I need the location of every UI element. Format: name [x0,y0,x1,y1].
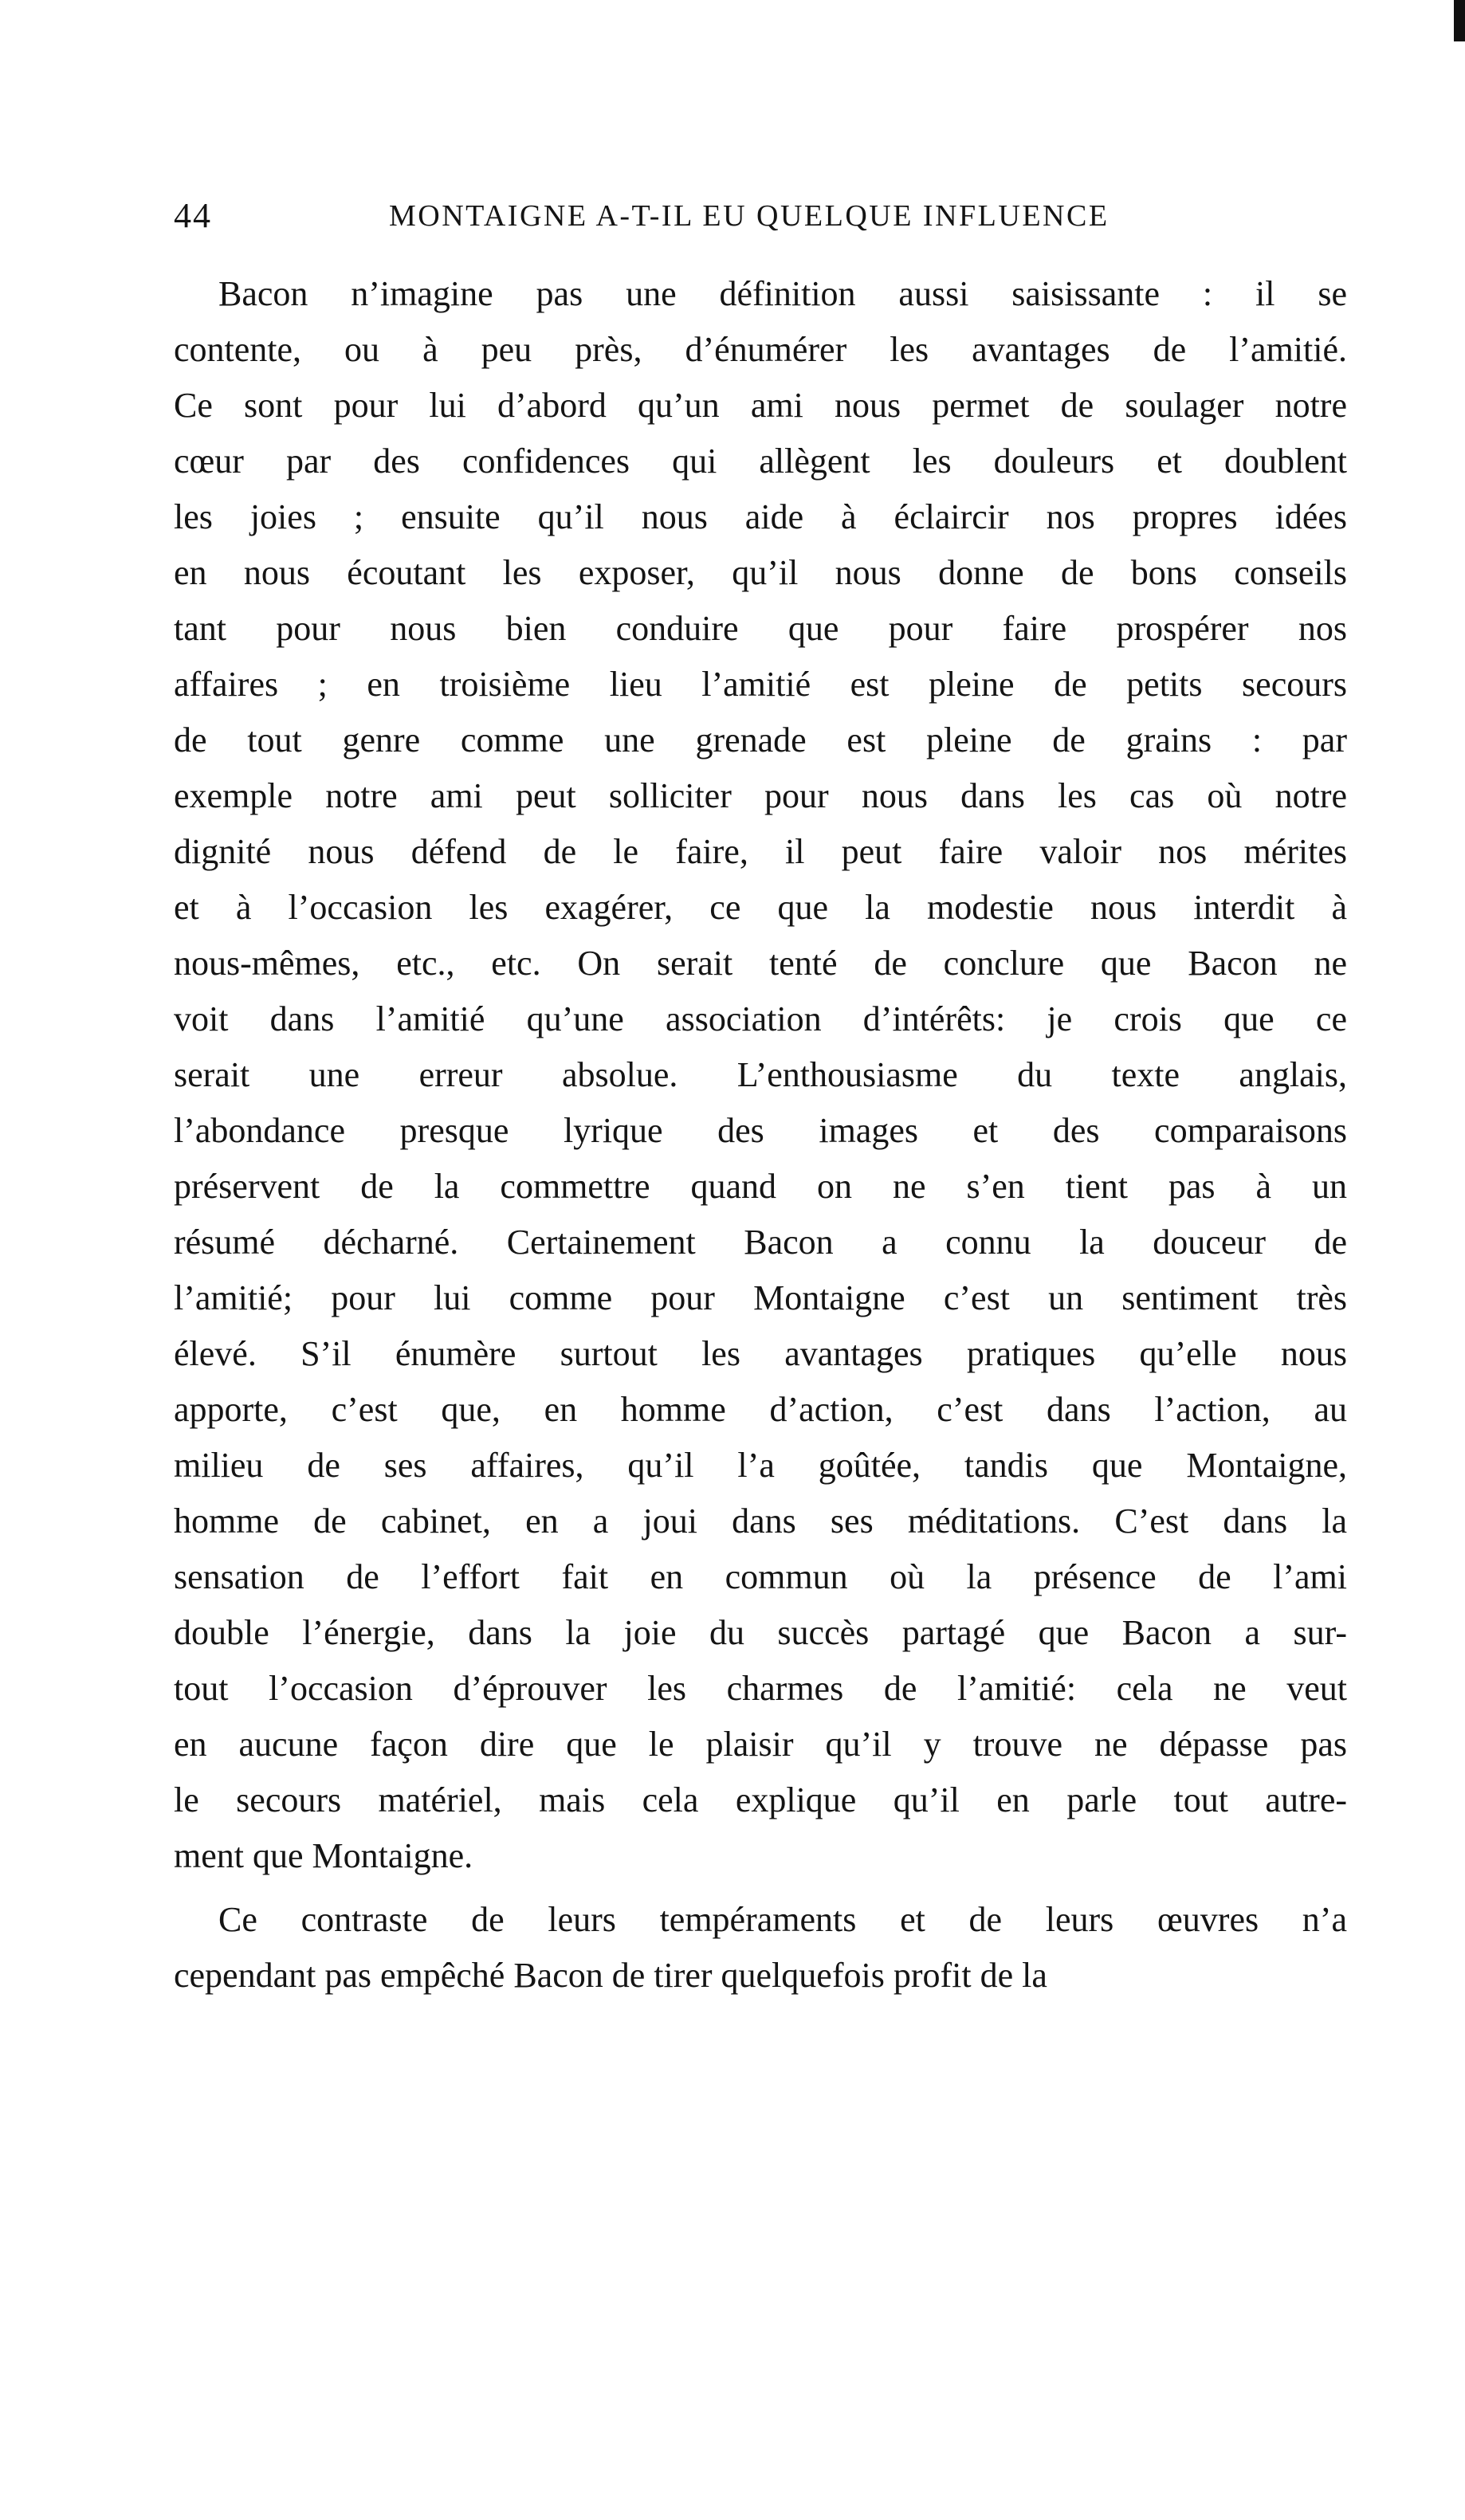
text-line: résumé décharné. Certainement Bacon a connu la douceur de [174,1223,1347,1262]
text-line: serait une erreur absolue. L’enthousiasme du texte anglais, [174,1055,1347,1094]
text-line: les joies ; ensuite qu’il nous aide à éclaircir nos propres idées [174,497,1347,536]
text-line: tout l’occasion d’éprouver les charmes de l’amitié: cela ne veut [174,1669,1347,1708]
text-line: tant pour nous bien conduire que pour faire prospérer nos [174,609,1347,648]
text-line: cependant pas empêché Bacon de tirer quelquefois profit de la [174,1956,1047,1995]
text-line: voit dans l’amitié qu’une association d’intérêts: je crois que ce [174,999,1347,1038]
text-line: affaires ; en troisième lieu l’amitié est pleine de petits secours [174,665,1347,704]
text-line: et à l’occasion les exagérer, ce que la modestie nous interdit à [174,888,1347,927]
text-line: Bacon n’imagine pas une définition aussi saisissante : il se [218,274,1347,313]
text-line: contente, ou à peu près, d’énumérer les avantages de l’amitié. [174,330,1347,369]
text-line: en aucune façon dire que le plaisir qu’il y trouve ne dépasse pas [174,1725,1347,1764]
text-line: préservent de la commettre quand on ne s’en tient pas à un [174,1167,1347,1206]
text-line: l’amitié; pour lui comme pour Montaigne c’est un sentiment très [174,1278,1347,1317]
body-text [174,266,1347,2004]
text-line: nous-mêmes, etc., etc. On serait tenté de conclure que Bacon ne [174,944,1347,983]
text-line: cœur par des confidences qui allègent les douleurs et doublent [174,442,1347,481]
page-number: 44 [174,196,212,235]
text-line: exemple notre ami peut solliciter pour nous dans les cas où notre [174,776,1347,815]
scan-corner-mark [1454,0,1465,41]
text-line: ment que Montaigne. [174,1836,473,1875]
paragraph-gap [174,1884,1347,1892]
text-line: milieu de ses affaires, qu’il l’a goûtée, tandis que Montaigne, [174,1446,1347,1485]
text-line: Ce contraste de leurs tempéraments et de leurs œuvres n’a [218,1900,1347,1939]
text-line: en nous écoutant les exposer, qu’il nous donne de bons conseils [174,553,1347,592]
page-header [174,188,1162,244]
text-line: l’abondance presque lyrique des images et des comparaisons [174,1111,1347,1150]
text-line: Ce sont pour lui d’abord qu’un ami nous permet de soulager notre [174,386,1347,425]
paragraph-1 [174,266,1347,1884]
text-line: le secours matériel, mais cela explique qu’il en parle tout autre- [174,1780,1347,1819]
text-line: dignité nous défend de le faire, il peut faire valoir nos mérites [174,832,1347,871]
paragraph-2 [174,1892,1347,2004]
text-line: homme de cabinet, en a joui dans ses méditations. C’est dans la [174,1501,1347,1541]
text-line: sensation de l’effort fait en commun où la présence de l’ami [174,1557,1347,1596]
text-line: de tout genre comme une grenade est pleine de grains : par [174,720,1347,760]
text-line: double l’énergie, dans la joie du succès partagé que Bacon a sur- [174,1613,1347,1652]
text-line: élevé. S’il énumère surtout les avantages pratiques qu’elle nous [174,1334,1347,1373]
text-line: apporte, c’est que, en homme d’action, c’est dans l’action, au [174,1390,1347,1429]
running-head: MONTAIGNE A-T-IL EU QUELQUE INFLUENCE [389,199,1110,233]
